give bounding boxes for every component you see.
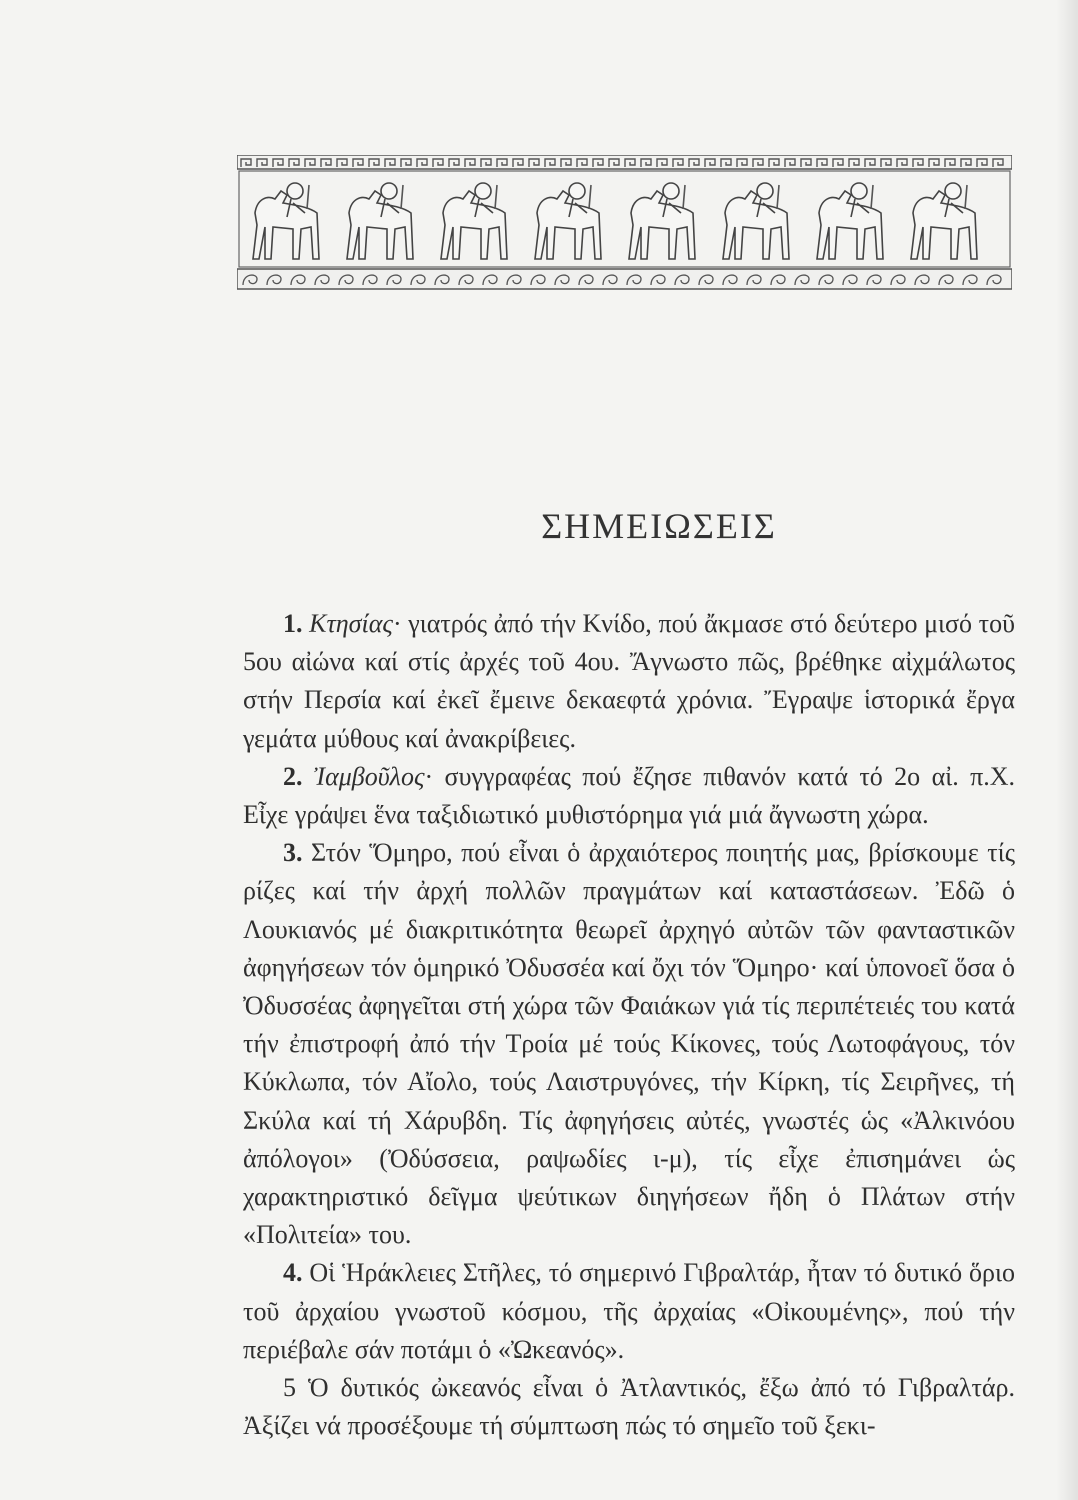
note-number: 1. bbox=[283, 609, 303, 638]
note-text: · γιατρός ἀπό τήν Κνίδο, πού ἄκμασε στό δεύτερο μισό τοῦ 5ου αἰώνα καί στίς ἀρχές τοῦ 4ου. Ἄγνωστο πῶς, βρέθηκε αἰχμάλωτος στήν Περσία καί ἐκεῖ ἔμεινε δεκαεφτά χρόνια. Ἔγραψε ἱστορικά ἔργα γεμάτα μύθους καί ἀνακρίβειες. bbox=[243, 609, 1015, 753]
note-text: Στόν Ὅμηρο, πού εἶναι ὁ ἀρχαιότερος ποιητής μας, βρίσκουμε τίς ρίζες καί τήν ἀρχή πολλῶν πραγμάτων καί καταστάσεων. Ἐδῶ ὁ Λουκιανός μέ διακριτικότητα θεωρεῖ ἀρχηγό αὐτῶν τῶν φανταστικῶν ἀφηγήσεων τόν ὁμηρικό Ὀδυσσέα καί ὄχι τόν Ὅμηρο· καί ὑπονοεῖ ὅσα ὁ Ὀδυσσέας ἀφηγεῖται στή χώρα τῶν Φαιάκων γιά τίς περιπέτειές του κατά τήν ἐπιστροφή ἀπό τήν Τροία μέ τούς Κίκονες, τούς Λωτοφάγους, τόν Κύκλωπα, τόν Αἴολο, τούς Λαιστρυγόνες, τήν Κίρκη, τίς Σειρῆνες, τή Σκύλα καί τή Χάρυβδη. Τίς ἀφηγήσεις αὐτές, γνωστές ὡς «Ἀλκινόου ἀπόλογοι» (Ὀδύσσεια, ραψωδίες ι-μ), τίς εἶχε ἐπισημάνει ὡς χαρακτηριστικό δεῖγμα ψεύτικων διηγήσεων ἤδη ὁ Πλάτων στήν «Πολιτεία» του. bbox=[243, 838, 1015, 1250]
note-term: Κτησίας bbox=[309, 609, 393, 638]
page-edge-shadow bbox=[1056, 0, 1078, 1500]
notes-list bbox=[243, 605, 1015, 1445]
note-number: 4. bbox=[283, 1258, 303, 1288]
note-3 bbox=[243, 834, 1015, 1254]
note-number: 2. bbox=[283, 761, 303, 791]
note-text: · συγγραφέας πού ἔζησε πιθανόν κατά τό 2ο αἰ. π.Χ. Εἶχε γράψει ἕνα ταξιδιωτικό μυθιστόρημα γιά μιά ἄγνωστη χώρα. bbox=[243, 761, 1016, 830]
horse-riders-frieze-icon bbox=[237, 155, 1012, 290]
note-2 bbox=[243, 758, 1015, 834]
note-term: Ἰαμβοῦλος bbox=[313, 761, 425, 791]
note-text: Οἱ Ἡράκλειες Στῆλες, τό σημερινό Γιβραλτάρ, ἦταν τό δυτικό ὅριο τοῦ ἀρχαίου γνωστοῦ κόσμου, τῆς ἀρχαίας «Οἰκουμένης», πού τήν περιέβαλε σάν ποτάμι ὁ «Ὠκεανός». bbox=[243, 1258, 1015, 1364]
note-4 bbox=[243, 1254, 1015, 1369]
note-1 bbox=[243, 605, 1015, 758]
note-5 bbox=[243, 1369, 1015, 1445]
note-number: 5 bbox=[283, 1373, 296, 1403]
page-title: ΣΗΜΕΙΩΣΕΙΣ bbox=[541, 506, 777, 546]
note-number: 3. bbox=[283, 838, 303, 868]
note-text: Ὁ δυτικός ὠκεανός εἶναι ὁ Ἀτλαντικός, ἔξω ἀπό τό Γιβραλτάρ. Ἀξίζει νά προσέξουμε τή σύμπτωση πώς τό σημεῖο τοῦ ξεκι- bbox=[243, 1373, 1015, 1441]
